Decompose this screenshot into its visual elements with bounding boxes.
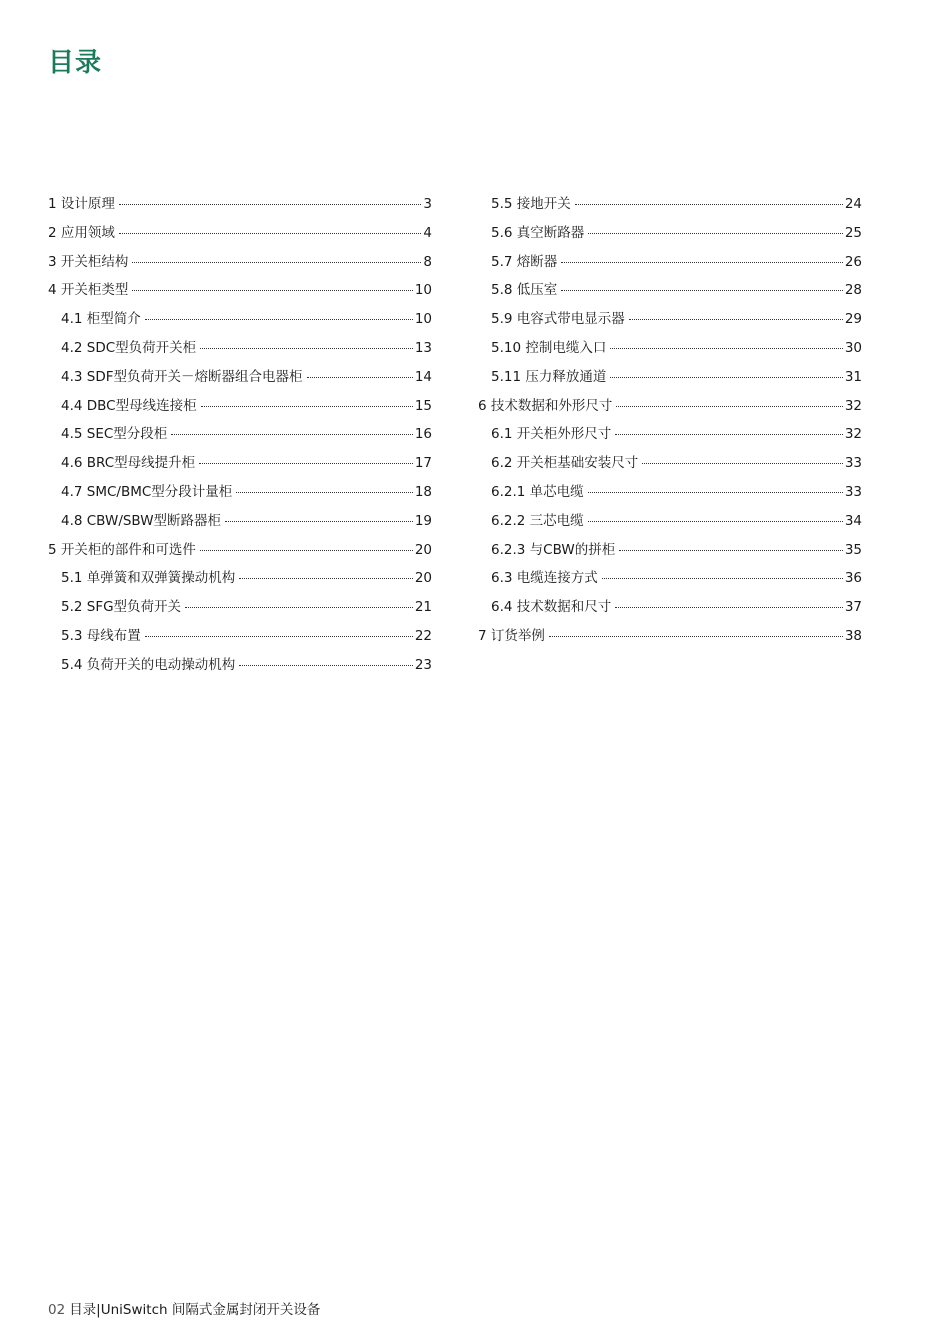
footer-page-number: 02: [48, 1302, 66, 1318]
toc-entry-page: 10: [414, 311, 432, 328]
toc-entry-label: 5.10 控制电缆入口: [491, 339, 607, 356]
toc-entry-page: 34: [844, 512, 862, 529]
toc-entry-page: 26: [844, 253, 862, 270]
toc-leader-dots: [119, 233, 422, 234]
toc-entry[interactable]: [478, 595, 862, 624]
toc-leader-dots: [610, 348, 842, 349]
toc-leader-dots: [119, 204, 422, 205]
toc-leader-dots: [200, 550, 413, 551]
toc-entry-label: 5.11 压力释放通道: [491, 368, 607, 385]
toc-entry[interactable]: [478, 307, 862, 336]
toc-entry-label: 4.1 柜型简介: [61, 311, 141, 328]
toc-leader-dots: [619, 550, 843, 551]
toc-entry[interactable]: [48, 307, 432, 336]
toc-entry-page: 30: [844, 339, 862, 356]
toc-leader-dots: [225, 521, 413, 522]
toc-entry-label: 6.2.2 三芯电缆: [491, 512, 584, 529]
toc-leader-dots: [615, 607, 843, 608]
toc-entry-label: 3 开关柜结构: [48, 253, 129, 270]
toc-entry-page: 4: [423, 224, 432, 241]
toc-leader-dots: [132, 290, 412, 291]
toc-entry[interactable]: [478, 422, 862, 451]
toc-entry-label: 2 应用领域: [48, 224, 115, 241]
toc-entry-page: 16: [414, 426, 432, 443]
toc-entry-label: 7 订货举例: [478, 627, 545, 644]
toc-entry-page: 33: [844, 455, 862, 472]
footer: [48, 1298, 320, 1318]
toc-entry-page: 25: [844, 224, 862, 241]
toc-leader-dots: [561, 262, 843, 263]
toc-leader-dots: [307, 377, 413, 378]
toc-leader-dots: [629, 319, 843, 320]
toc-entry-page: 20: [414, 541, 432, 558]
toc-entry[interactable]: [478, 624, 862, 653]
toc-leader-dots: [610, 377, 842, 378]
toc-entry-page: 3: [423, 196, 432, 212]
toc-entry-label: 6 技术数据和外形尺寸: [478, 397, 613, 414]
toc-entry-page: 36: [844, 570, 862, 587]
toc-entry[interactable]: [48, 422, 432, 451]
toc-entry[interactable]: [478, 566, 862, 595]
toc-entry[interactable]: [478, 250, 862, 279]
toc-leader-dots: [185, 607, 413, 608]
toc-entry[interactable]: [48, 365, 432, 394]
toc-entry-label: 4.8 CBW/SBW型断路器柜: [61, 512, 222, 529]
toc-entry-page: 24: [844, 196, 862, 212]
toc-entry-label: 5.5 接地开关: [491, 196, 571, 212]
toc-entry[interactable]: [48, 451, 432, 480]
toc-entry-label: 4.6 BRC型母线提升柜: [61, 455, 196, 472]
toc-entry-page: 29: [844, 311, 862, 328]
toc-entry-page: 31: [844, 368, 862, 385]
toc-leader-dots: [616, 406, 842, 407]
toc-entry[interactable]: [48, 278, 432, 307]
toc-entry-page: 35: [844, 541, 862, 558]
toc-entry-label: 5 开关柜的部件和可选件: [48, 541, 196, 558]
toc-entry-label: 5.6 真空断路器: [491, 224, 585, 241]
toc-entry[interactable]: [478, 365, 862, 394]
toc-leader-dots: [642, 463, 843, 464]
toc-entry-page: 33: [844, 483, 862, 500]
toc-entry[interactable]: [478, 278, 862, 307]
toc-entry[interactable]: [48, 250, 432, 279]
toc-left-column: [48, 192, 432, 682]
toc-leader-dots: [236, 492, 413, 493]
toc-entry-label: 1 设计原理: [48, 196, 115, 212]
toc-leader-dots: [239, 578, 413, 579]
toc-leader-dots: [199, 463, 413, 464]
toc-entry-label: 4.4 DBC型母线连接柜: [61, 397, 197, 414]
toc-entry-page: 17: [414, 455, 432, 472]
toc-leader-dots: [201, 406, 413, 407]
toc-entry-page: 38: [844, 627, 862, 644]
toc-entry-label: 5.1 单弹簧和双弹簧操动机构: [61, 570, 236, 587]
toc-leader-dots: [171, 434, 413, 435]
toc-entry-page: 28: [844, 282, 862, 299]
toc-leader-dots: [239, 665, 413, 666]
toc-entry[interactable]: [478, 221, 862, 250]
toc-entry-label: 5.8 低压室: [491, 282, 558, 299]
toc-leader-dots: [132, 262, 421, 263]
toc-leader-dots: [549, 636, 843, 637]
toc-entry[interactable]: [478, 192, 862, 221]
toc-leader-dots: [588, 521, 843, 522]
toc-entry[interactable]: [48, 394, 432, 423]
toc-entry[interactable]: [48, 480, 432, 509]
toc-entry-page: 8: [423, 253, 432, 270]
toc-entry[interactable]: [478, 509, 862, 538]
toc-entry[interactable]: [478, 336, 862, 365]
toc-entry-page: 13: [414, 339, 432, 356]
toc-leader-dots: [145, 636, 413, 637]
toc-entry-label: 6.1 开关柜外形尺寸: [491, 426, 612, 443]
toc-entry[interactable]: [478, 394, 862, 423]
toc-leader-dots: [561, 290, 843, 291]
toc-leader-dots: [145, 319, 413, 320]
toc-entry-page: 32: [844, 426, 862, 443]
toc-entry-page: 18: [414, 483, 432, 500]
toc-entry-label: 5.4 负荷开关的电动操动机构: [61, 656, 236, 673]
toc-entry-label: 4.7 SMC/BMC型分段计量柜: [61, 483, 233, 500]
toc-entry[interactable]: [48, 624, 432, 653]
toc-entry[interactable]: [478, 538, 862, 567]
toc-entry[interactable]: [48, 566, 432, 595]
toc-leader-dots: [575, 204, 843, 205]
toc-entry-label: 6.2 开关柜基础安装尺寸: [491, 455, 639, 472]
toc-entry-page: 32: [844, 397, 862, 414]
toc-right-column: [478, 192, 862, 653]
page-title: 目录: [48, 48, 103, 78]
toc-entry[interactable]: [478, 451, 862, 480]
toc-entry-page: 20: [414, 570, 432, 587]
toc-entry[interactable]: [48, 336, 432, 365]
toc-entry-label: 5.3 母线布置: [61, 627, 141, 644]
toc-entry-label: 4.2 SDC型负荷开关柜: [61, 339, 197, 356]
toc-entry-page: 10: [414, 282, 432, 299]
toc-entry-label: 6.2.3 与CBW的拼柜: [491, 541, 616, 558]
toc-entry[interactable]: [48, 509, 432, 538]
toc-entry-page: 19: [414, 512, 432, 529]
toc-leader-dots: [588, 492, 843, 493]
footer-text: 目录|UniSwitch 间隔式金属封闭开关设备: [69, 1302, 321, 1318]
toc-entry[interactable]: [48, 221, 432, 250]
toc-entry-page: 37: [844, 599, 862, 616]
toc-entry-label: 6.2.1 单芯电缆: [491, 483, 584, 500]
toc-entry[interactable]: [478, 480, 862, 509]
toc-entry-label: 6.3 电缆连接方式: [491, 570, 598, 587]
toc-leader-dots: [615, 434, 843, 435]
toc-entry-label: 5.7 熔断器: [491, 253, 558, 270]
toc-entry-page: 21: [414, 599, 432, 616]
toc-entry-label: 6.4 技术数据和尺寸: [491, 599, 612, 616]
toc-leader-dots: [588, 233, 843, 234]
toc-entry[interactable]: [48, 653, 432, 682]
toc-entry[interactable]: [48, 538, 432, 567]
toc-entry-label: 4 开关柜类型: [48, 282, 129, 299]
toc-leader-dots: [602, 578, 843, 579]
toc-entry-page: 23: [414, 656, 432, 673]
toc-entry-page: 22: [414, 627, 432, 644]
toc-entry-label: 5.9 电容式带电显示器: [491, 311, 625, 328]
toc-leader-dots: [200, 348, 413, 349]
toc-entry-label: 4.5 SEC型分段柜: [61, 426, 168, 443]
toc-entry-page: 14: [414, 368, 432, 385]
toc-entry-label: 5.2 SFG型负荷开关: [61, 599, 182, 616]
toc-entry-label: 4.3 SDF型负荷开关－熔断器组合电器柜: [61, 368, 303, 385]
toc-entry[interactable]: [48, 192, 432, 221]
toc-entry[interactable]: [48, 595, 432, 624]
toc-entry-page: 15: [414, 397, 432, 414]
